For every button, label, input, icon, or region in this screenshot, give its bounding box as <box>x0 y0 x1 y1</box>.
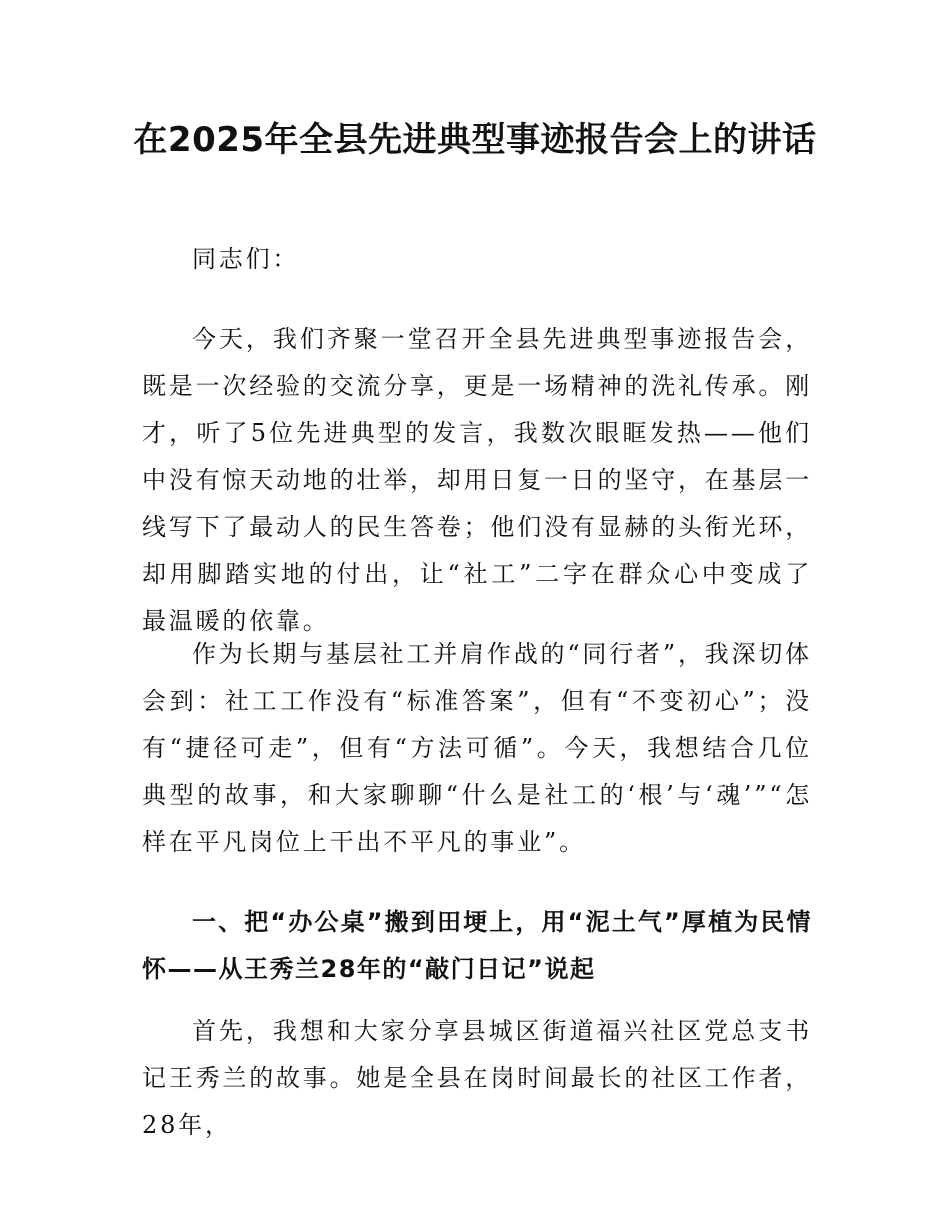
salutation: 同志们： <box>192 245 300 273</box>
document-title: 在2025年全县先进典型事迹报告会上的讲话 <box>133 120 817 160</box>
paragraph-intro: 今天，我们齐聚一堂召开全县先进典型事迹报告会，既是一次经验的交流分享，更是一场精神的洗礼传承。刚才，听了5位先进典型的发言，我数次眼眶发热——他们中没有惊天动地的壮举，却用日复一日的坚守，在基层一线写下了最动人的民生答卷；他们没有显赫的头衔光环，却用脚踏实地的付出，让“社工”二字在群众心中变成了最温暖的依靠。 <box>142 325 812 635</box>
paragraph-section-1: 首先，我想和大家分享县城区街道福兴社区党总支书记王秀兰的故事。她是全县在岗时间最长的社区工作者，28年， <box>142 1017 812 1139</box>
section-heading-1: 一、把“办公桌”搬到田埂上，用“泥土气”厚植为民情怀——从王秀兰28年的“敲门日记”说起 <box>142 908 812 983</box>
paragraph-reflection: 作为长期与基层社工并肩作战的“同行者”，我深切体会到：社工工作没有“标准答案”，但有“不变初心”；没有“捷径可走”，但有“方法可循”。今天，我想结合几位典型的故事，和大家聊聊“什么是社工的‘根’与‘魂’”“怎样在平凡岗位上干出不平凡的事业”。 <box>142 640 812 856</box>
